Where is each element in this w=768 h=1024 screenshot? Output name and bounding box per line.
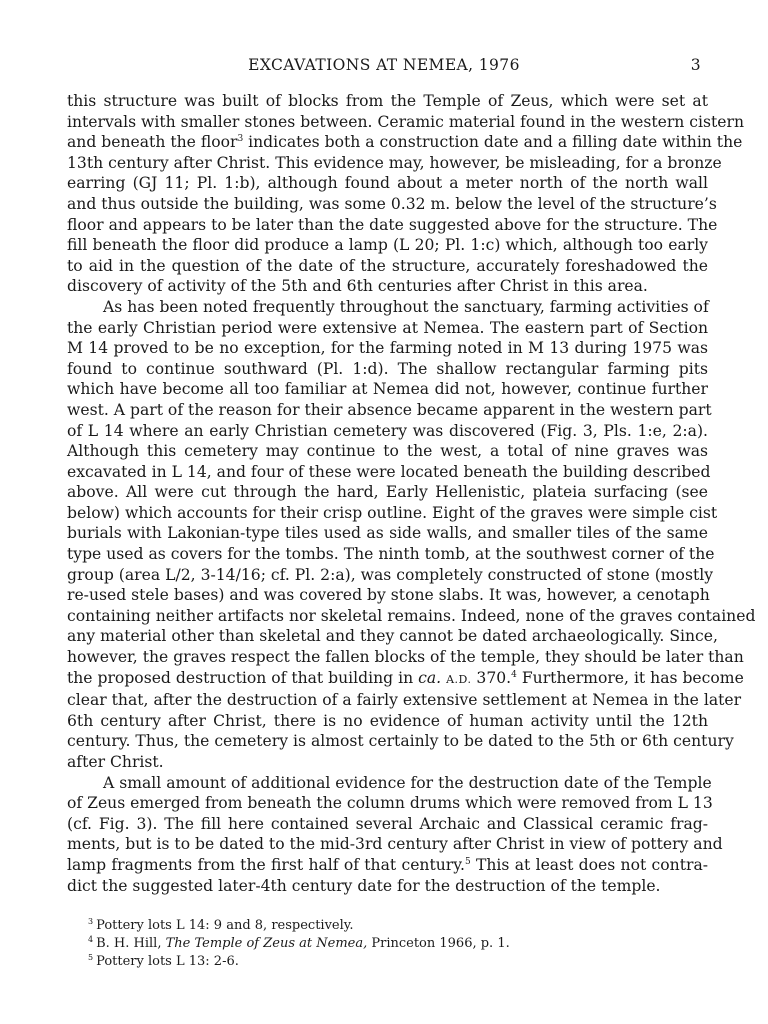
page-number: 3 (690, 56, 701, 74)
text-line: containing neither artifacts nor skeletal remains. Indeed, none of the graves contained (67, 606, 756, 625)
text-line: west. A part of the reason for their absence became apparent in the western part (67, 400, 712, 419)
text-line: type used as covers for the tombs. The ninth tomb, at the southwest corner of the (67, 545, 715, 564)
text-line: any material other than skeletal and they cannot be dated archaeologically. Since, (67, 627, 718, 646)
text-line: M 14 proved to be no exception, for the farming noted in M 13 during 1975 was (67, 339, 708, 358)
text-line: burials with Lakonian-type tiles used as side walls, and smaller tiles of the same (67, 524, 708, 543)
text-line: after Christ. (67, 753, 164, 771)
text-line: to aid in the question of the date of the structure, accurately foreshadowed the (67, 256, 708, 275)
text-line: however, the graves respect the fallen blocks of the temple, they should be later than (67, 648, 744, 667)
text-line: fill beneath the floor did produce a lamp (L 20; Pl. 1:c) which, although too early (67, 236, 708, 255)
text-line: intervals with smaller stones between. Ceramic material found in the western cistern (67, 112, 745, 131)
paragraph-start: As has been noted frequently throughout the sanctuary, farming activities of (103, 297, 709, 316)
footnote-ref-3[interactable]: 3 (237, 134, 244, 145)
footnotes (88, 917, 648, 971)
text-line: Although this cemetery may continue to the west, a total of nine graves was (67, 442, 708, 461)
text-line: which have become all too familiar at Nemea did not, however, continue further (67, 380, 708, 399)
running-title: EXCAVATIONS AT NEMEA, 1976 (248, 56, 520, 74)
text-line: 6th century after Christ, there is no evidence of human activity until the 12th (67, 711, 708, 730)
text-line: ments, but is to be dated to the mid-3rd century after Christ in view of pottery and (67, 835, 723, 854)
text-line: and thus outside the building, was some 0.32 m. below the level of the structure’s (67, 194, 717, 213)
text-line: (cf. Fig. 3). The fill here contained several Archaic and Classical ceramic frag- (67, 814, 708, 833)
text-line: excavated in L 14, and four of these were located beneath the building described (67, 462, 711, 481)
text-line: clear that, after the destruction of a fairly extensive settlement at Nemea in the later (67, 691, 742, 710)
text-line: discovery of activity of the 5th and 6th centuries after Christ in this area. (67, 277, 648, 296)
text-line: and beneath the floor$^3$ indicates both a construction date and a filling date within the (67, 133, 743, 152)
text-line: floor and appears to be later than the date suggested above for the structure. The (67, 215, 718, 234)
text-line: lamp fragments from the first half of that century.$^5$ This at least does not contra- (67, 855, 709, 874)
text-line: found to continue southward (Pl. 1:d). The shallow rectangular farming pits (67, 359, 708, 378)
paragraph-start: A small amount of additional evidence for the destruction date of the Temple (103, 773, 712, 792)
footnote-ref-5[interactable]: 5 (464, 856, 471, 867)
body-text (67, 91, 756, 896)
text-line: 13th century after Christ. This evidence may, however, be misleading, for a bronze (67, 153, 722, 172)
text-line: dict the suggested later-4th century date for the destruction of the temple. (67, 876, 661, 895)
text-line: group (area L/2, 3-14/16; cf. Pl. 2:a), was completely constructed of stone (mostly (67, 565, 714, 584)
text-line: below) which accounts for their crisp outline. Eight of the graves were simple cist (67, 503, 718, 522)
footnote-4: $^4$ B. H. Hill, The Temple of Zeus at Nemea, Princeton 1966, p. 1. (88, 935, 510, 951)
text-line: this structure was built of blocks from the Temple of Zeus, which were set at (67, 92, 708, 110)
text-line: of L 14 where an early Christian cemetery was discovered (Fig. 3, Pls. 1:e, 2:a). (67, 421, 708, 440)
text-line: the proposed destruction of that building in ca. A.D. 370.$^4$ Furthermore, it has become (67, 668, 744, 687)
text-line: the early Christian period were extensive at Nemea. The eastern part of Section (67, 318, 708, 337)
text-line: re-used stele bases) and was covered by stone slabs. It was, however, a cenotaph (67, 586, 710, 605)
footnote-ref-4[interactable]: 4 (511, 669, 517, 680)
footnote-5: $^5$ Pottery lots L 13: 2-6. (88, 953, 239, 969)
text-line: of Zeus emerged from beneath the column drums which were removed from L 13 (67, 794, 713, 813)
text-line: earring (GJ 11; Pl. 1:b), although found about a meter north of the north wall (67, 174, 708, 193)
text-line: above. All were cut through the hard, Early Hellenistic, plateia surfacing (see (67, 483, 708, 502)
footnote-3: $^3$ Pottery lots L 14: 9 and 8, respectively. (88, 917, 354, 933)
text-line: century. Thus, the cemetery is almost certainly to be dated to the 5th or 6th century (67, 732, 734, 751)
